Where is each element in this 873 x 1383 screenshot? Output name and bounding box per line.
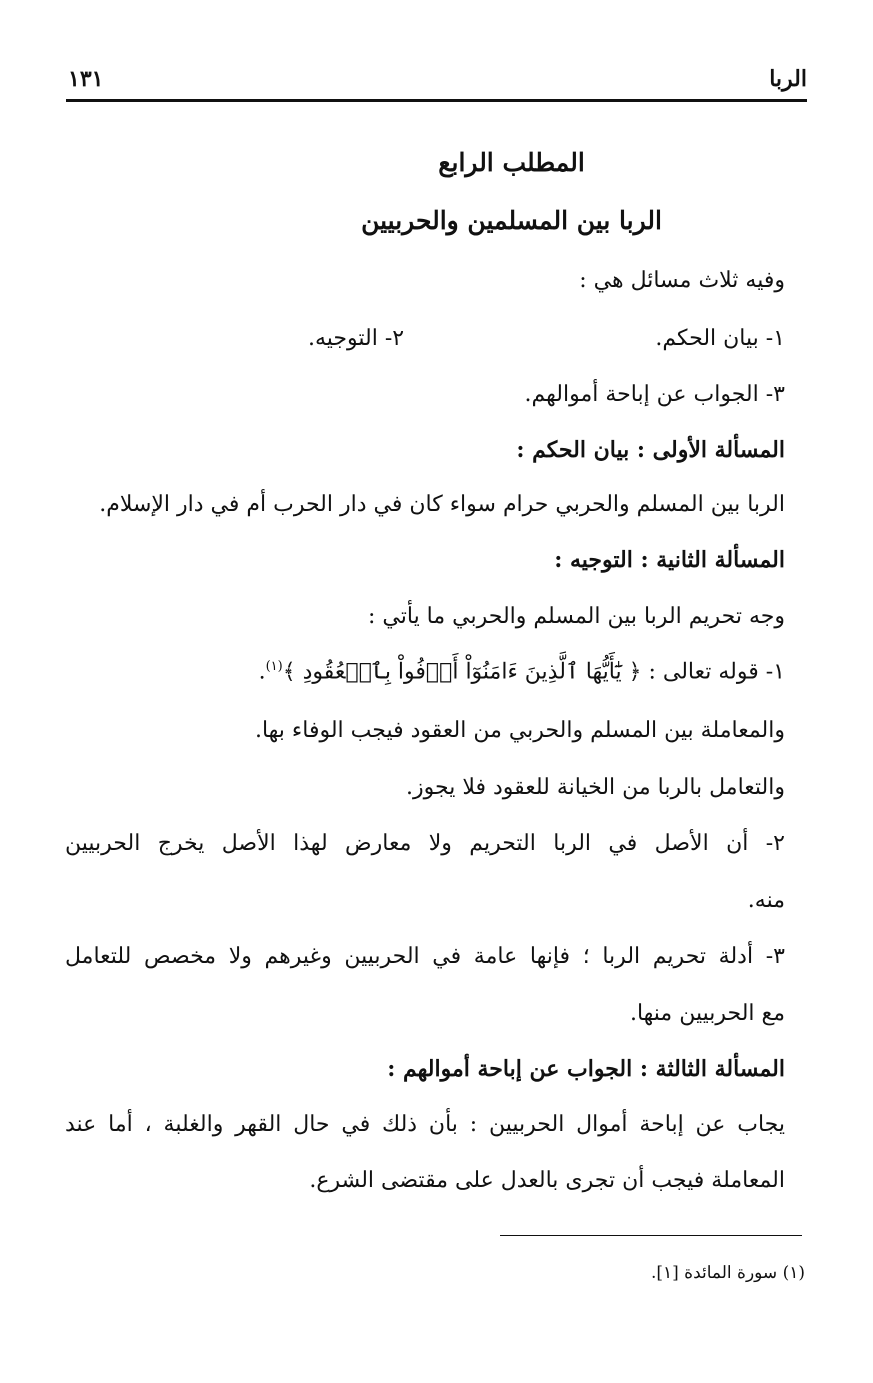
- intro-item-3: ٣- الجواب عن إباحة أموالهم.: [524, 382, 785, 407]
- point-1-prefix: ١- قوله تعالى :: [648, 659, 785, 685]
- section-kicker: المطلب الرابع: [438, 148, 585, 177]
- question-2-point-2-line-1: ٢- أن الأصل في الربا التحريم ولا معارض لهذا الأصل يخرج الحربيين: [65, 831, 785, 856]
- footnote-rule: [500, 1235, 802, 1236]
- question-2-point-1-line-3: والتعامل بالربا من الخيانة للعقود فلا يجوز.: [406, 775, 785, 800]
- question-2-point-2-line-2: منه.: [747, 888, 785, 913]
- section-title: الربا بين المسلمين والحربيين: [361, 206, 662, 235]
- question-2-point-1-line-2: والمعاملة بين المسلم والحربي من العقود فيجب الوفاء بها.: [254, 718, 785, 743]
- question-2-heading: المسألة الثانية : التوجيه :: [554, 547, 785, 573]
- question-2-lead: وجه تحريم الربا بين المسلم والحربي ما يأتي :: [368, 604, 785, 629]
- footnote: (١) سورة المائدة [١].: [650, 1263, 805, 1283]
- question-3-line-1: يجاب عن إباحة أموال الحربيين : بأن ذلك في حال القهر والغلبة ، أما عند: [65, 1112, 785, 1137]
- quran-verse: ﴿ يَٰٓأَيُّهَا ٱلَّذِينَ ءَامَنُوٓاْ أَوۡفُواْ بِٱلۡعُقُودِ ﴾: [282, 659, 642, 685]
- running-header: [68, 66, 807, 96]
- question-3-heading: المسألة الثالثة : الجواب عن إباحة أموالهم :: [387, 1056, 785, 1082]
- intro-item-1: ١- بيان الحكم.: [655, 326, 785, 351]
- question-2-point-3-line-1: ٣- أدلة تحريم الربا ؛ فإنها عامة في الحربيين وغيرهم ولا مخصص للتعامل: [65, 944, 785, 969]
- intro-item-2: ٢- التوجيه.: [308, 326, 405, 351]
- question-3-line-2: المعاملة فيجب أن تجرى بالعدل على مقتضى الشرع.: [309, 1168, 785, 1193]
- question-2-point-3-line-2: مع الحربيين منها.: [629, 1001, 785, 1026]
- question-2-point-1: [259, 659, 785, 684]
- question-1-text: الربا بين المسلم والحربي حرام سواء كان في دار الحرب أم في دار الإسلام.: [99, 492, 785, 517]
- header-rule: [66, 99, 807, 102]
- point-1-end: .: [258, 659, 266, 685]
- running-title: الربا: [769, 66, 807, 92]
- question-1-heading: المسألة الأولى : بيان الحكم :: [516, 437, 785, 463]
- page-number: ١٣١: [68, 66, 104, 92]
- intro-lead: وفيه ثلاث مسائل هي :: [579, 268, 785, 293]
- footnote-ref: (١): [265, 659, 283, 674]
